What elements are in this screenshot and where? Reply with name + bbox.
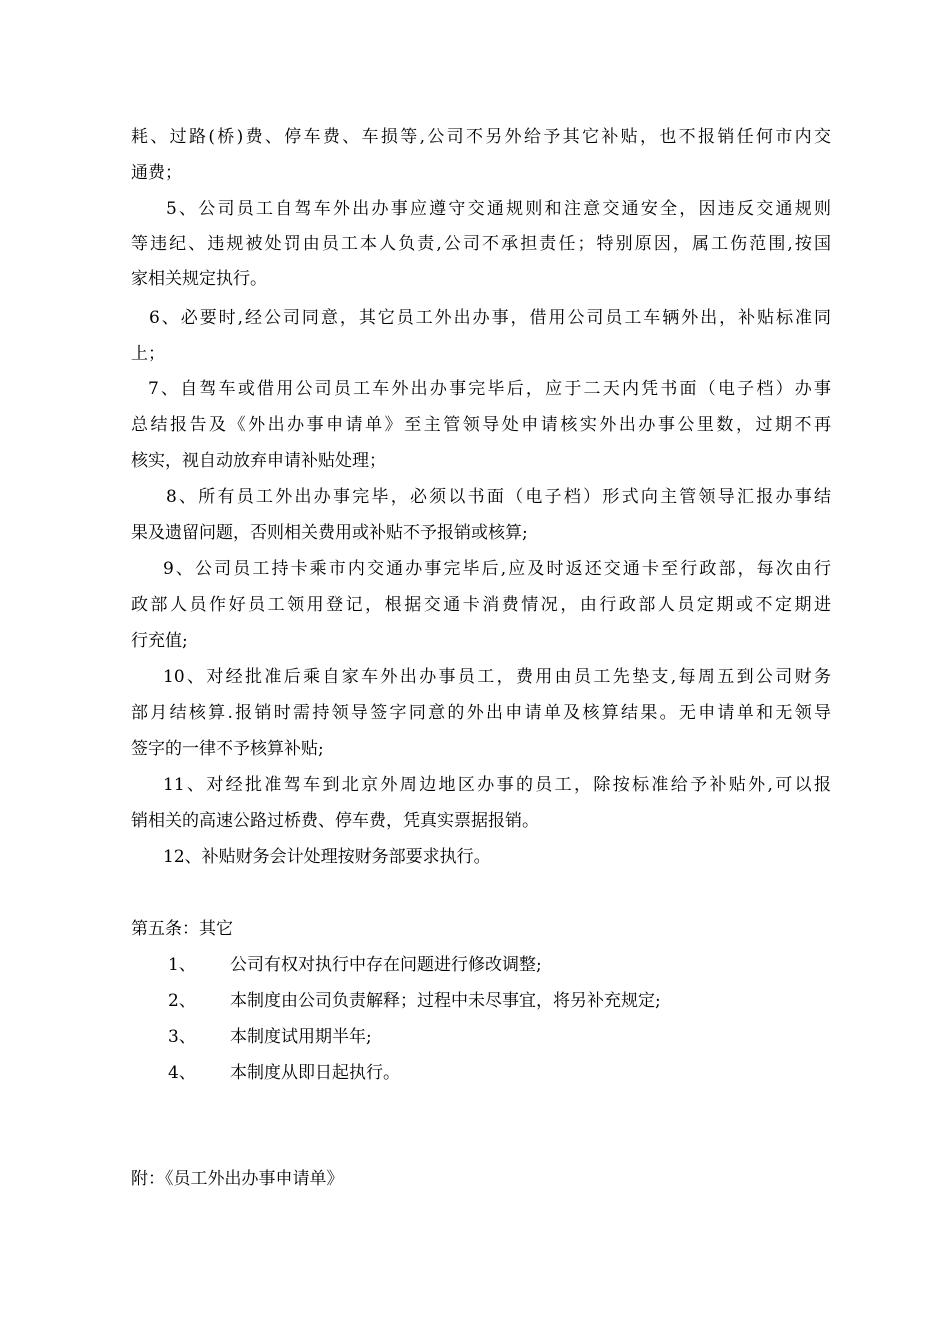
- paragraph-line: 8、所有员工外出办事完毕，必须以书面（电子档）形式向主管领导汇报办事结: [166, 487, 831, 507]
- list-item-text: 本制度试用期半年;: [230, 1027, 372, 1047]
- paragraph-line: 通费；: [131, 163, 182, 183]
- list-item-number: 1、: [168, 955, 196, 975]
- paragraph-line: 耗、过路(桥)费、停车费、车损等,公司不另外给予其它补贴，也不报销任何市内交: [131, 127, 831, 147]
- list-item-number: 3、: [168, 1027, 196, 1047]
- paragraph-line: 5、公司员工自驾车外出办事应遵守交通规则和注意交通安全，因违反交通规则: [166, 199, 831, 219]
- paragraph-line: 销相关的高速公路过桥费、停车费，凭真实票据报销。: [131, 811, 539, 831]
- paragraph-line: 部月结核算.报销时需持领导签字同意的外出申请单及核算结果。无申请单和无领导: [131, 703, 831, 723]
- paragraph-line: 家相关规定执行。: [131, 269, 267, 289]
- section-title: 第五条：其它: [131, 919, 233, 939]
- list-item-number: 2、: [168, 991, 196, 1011]
- list-item-text: 本制度由公司负责解释；过程中未尽事宜，将另补充规定;: [230, 991, 661, 1011]
- paragraph-line: 核实，视自动放弃申请补贴处理；: [131, 451, 386, 471]
- list-item-text: 公司有权对执行中存在问题进行修改调整;: [230, 955, 542, 975]
- paragraph-line: 10、对经批准后乘自家车外出办事员工，费用由员工先垫支,每周五到公司财务: [163, 667, 831, 687]
- paragraph-line: 12、补贴财务会计处理按财务部要求执行。: [163, 847, 491, 867]
- paragraph-line: 签字的一律不予核算补贴;: [131, 739, 324, 759]
- paragraph-line: 政部人员作好员工领用登记，根据交通卡消费情况，由行政部人员定期或不定期进: [131, 595, 831, 615]
- paragraph-line: 行充值;: [131, 631, 188, 651]
- paragraph-line: 9、公司员工持卡乘市内交通办事完毕后,应及时返还交通卡至行政部，每次由行: [163, 559, 831, 579]
- paragraph-line: 果及遗留问题，否则相关费用或补贴不予报销或核算;: [131, 523, 528, 543]
- paragraph-line: 7、自驾车或借用公司员工车外出办事完毕后，应于二天内凭书面（电子档）办事: [148, 379, 831, 399]
- paragraph-line: 总结报告及《外出办事申请单》至主管领导处申请核实外出办事公里数，过期不再: [131, 415, 831, 435]
- list-item-number: 4、: [168, 1063, 196, 1083]
- paragraph-line: 11、对经批准驾车到北京外周边地区办事的员工，除按标准给予补贴外,可以报: [163, 775, 831, 795]
- paragraph-line: 6、必要时,经公司同意，其它员工外出办事，借用公司员工车辆外出，补贴标准同: [149, 308, 831, 328]
- paragraph-line: 上；: [131, 344, 165, 364]
- paragraph-line: 等违纪、违规被处罚由员工本人负责,公司不承担责任；特别原因，属工伤范围,按国: [131, 234, 831, 254]
- list-item-text: 本制度从即日起执行。: [230, 1063, 400, 1083]
- attachment-note: 附：《员工外出办事申请单》: [131, 1169, 344, 1189]
